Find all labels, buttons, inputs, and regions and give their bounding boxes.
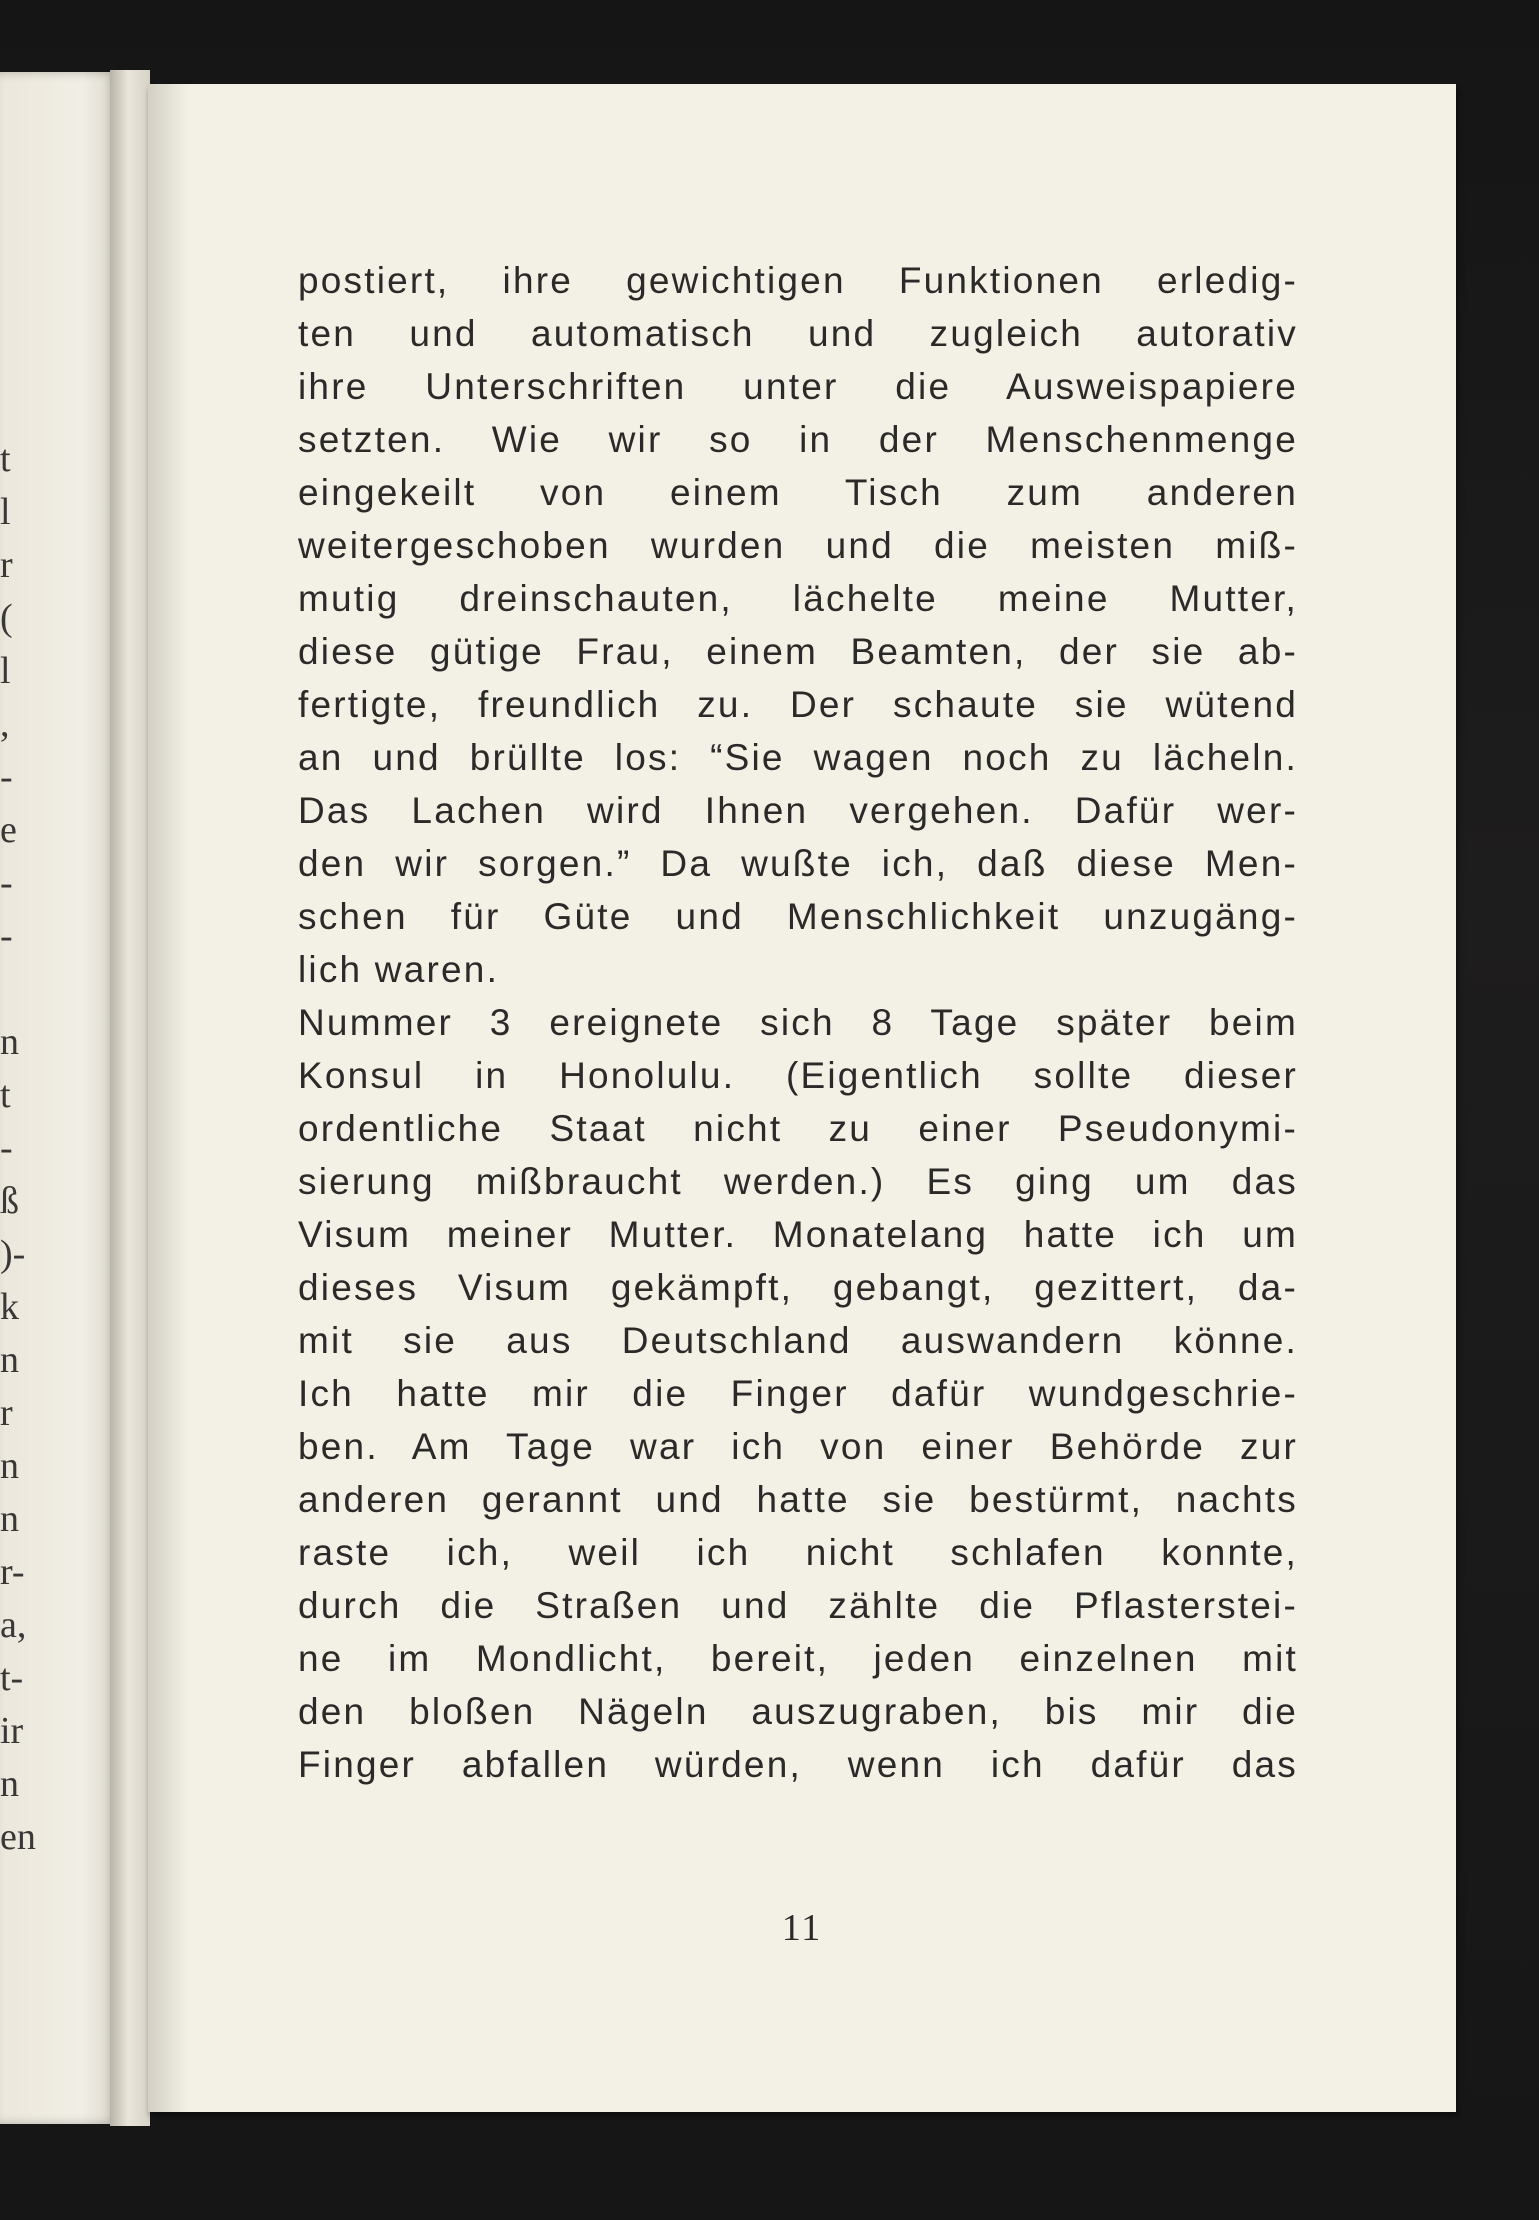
text-line: ne im Mondlicht, bereit, jeden einzelnen mit [298, 1638, 1298, 1679]
page-fold-shadow [148, 84, 188, 2112]
edge-fragment: - [0, 862, 13, 904]
text-line: den bloßen Nägeln auszugraben, bis mir die [298, 1691, 1298, 1732]
book-page [148, 84, 1456, 2112]
edge-fragment: r- [0, 1551, 25, 1593]
text-line: ben. Am Tage war ich von einer Behörde zur [298, 1426, 1298, 1467]
edge-fragment: l [0, 491, 11, 533]
text-line: dieses Visum gekämpft, gebangt, gezittert, da- [298, 1267, 1298, 1308]
text-line: lich waren. [298, 949, 500, 990]
text-line: Konsul in Honolulu. (Eigentlich sollte dieser [298, 1055, 1298, 1096]
edge-fragment: - [0, 1127, 13, 1169]
text-line: den wir sorgen.” Da wußte ich, daß diese Men- [298, 843, 1298, 884]
edge-fragment [0, 380, 20, 433]
text-line: sierung mißbraucht werden.) Es ging um das [298, 1161, 1298, 1202]
previous-page-edge [0, 72, 118, 2124]
edge-fragment: l [0, 650, 11, 692]
text-line: mit sie aus Deutschland auswandern könne. [298, 1320, 1298, 1361]
text-line: Nummer 3 ereignete sich 8 Tage später beim [298, 1002, 1298, 1043]
edge-fragment: - [0, 915, 13, 957]
body-text [298, 254, 1298, 1791]
edge-fragment: k [0, 1286, 19, 1328]
edge-fragment: - [0, 756, 13, 798]
edge-fragment: r [0, 544, 13, 586]
edge-fragment: n [0, 1763, 19, 1805]
edge-fragment: t- [0, 1657, 24, 1699]
text-line: raste ich, weil ich nicht schlafen konnte, [298, 1532, 1298, 1573]
text-line: eingekeilt von einem Tisch zum anderen [298, 472, 1298, 513]
text-line: setzten. Wie wir so in der Menschenmenge [298, 419, 1298, 460]
text-line: anderen gerannt und hatte sie bestürmt, nachts [298, 1479, 1298, 1520]
edge-fragment: r [0, 1392, 13, 1434]
edge-fragment: ß [0, 1180, 19, 1222]
text-line: ten und automatisch und zugleich autorativ [298, 313, 1298, 354]
previous-page-text-fragments [0, 327, 36, 1864]
edge-fragment [0, 963, 20, 1016]
text-line: diese gütige Frau, einem Beamten, der sie ab- [298, 631, 1298, 672]
edge-fragment: n [0, 1021, 19, 1063]
edge-fragment: en [0, 1816, 36, 1858]
edge-fragment: n [0, 1339, 19, 1381]
edge-fragment: , [0, 703, 10, 745]
edge-fragment: t [0, 438, 11, 480]
text-line: weitergeschoben wurden und die meisten miß- [298, 525, 1298, 566]
edge-fragment: )- [0, 1233, 26, 1275]
book-gutter [110, 70, 150, 2126]
edge-fragment: e [0, 809, 17, 851]
text-line: Visum meiner Mutter. Monatelang hatte ich um [298, 1214, 1298, 1255]
page-number: 11 [781, 1907, 823, 1949]
text-line: ordentliche Staat nicht zu einer Pseudonymi- [298, 1108, 1298, 1149]
text-line: fertigte, freundlich zu. Der schaute sie wütend [298, 684, 1298, 725]
edge-fragment: t [0, 1074, 11, 1116]
edge-fragment: n [0, 1445, 19, 1487]
text-line: mutig dreinschauten, lächelte meine Mutter, [298, 578, 1298, 619]
edge-fragment: a, [0, 1604, 27, 1646]
text-line: ihre Unterschriften unter die Ausweispapiere [298, 366, 1298, 407]
edge-fragment: ir [0, 1710, 24, 1752]
text-line: postiert, ihre gewichtigen Funktionen erledig- [298, 260, 1298, 301]
text-line: schen für Güte und Menschlichkeit unzugäng- [298, 896, 1298, 937]
text-line: Ich hatte mir die Finger dafür wundgeschrie- [298, 1373, 1298, 1414]
text-line: Das Lachen wird Ihnen vergehen. Dafür wer- [298, 790, 1298, 831]
edge-fragment: ( [0, 597, 13, 639]
edge-fragment [0, 327, 20, 380]
text-line: durch die Straßen und zählte die Pflasterstei- [298, 1585, 1298, 1626]
edge-fragment: n [0, 1498, 19, 1540]
text-line: Finger abfallen würden, wenn ich dafür das [298, 1744, 1298, 1785]
text-line: an und brüllte los: “Sie wagen noch zu lächeln. [298, 737, 1298, 778]
